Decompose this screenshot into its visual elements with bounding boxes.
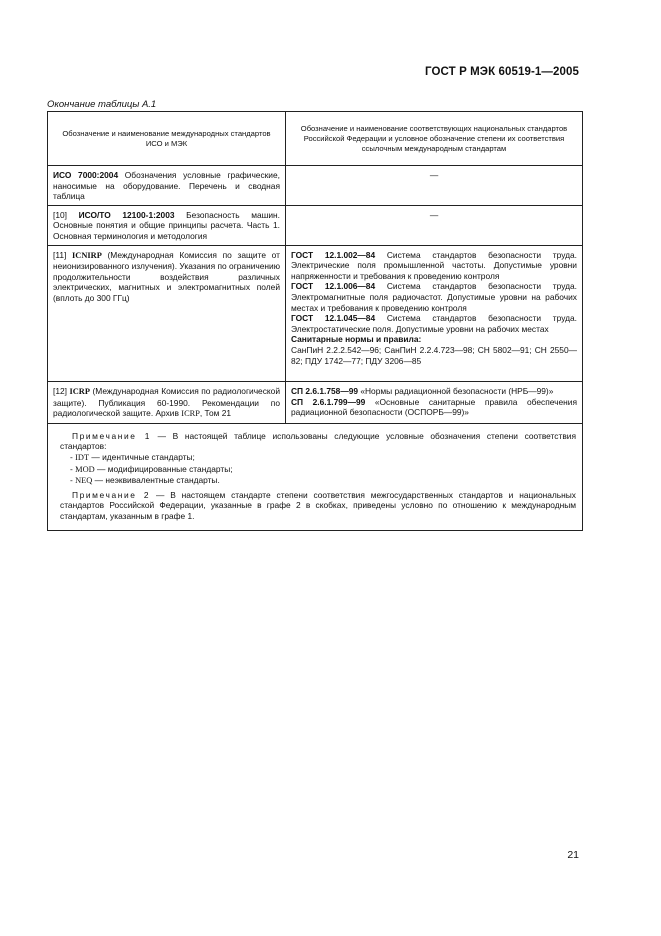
sanitary-norms-heading: Санитарные нормы и правила: <box>291 334 422 345</box>
standard-title: (Международная Комиссия по радиологической защите). Публикация 60-1990. Рекомендации по радиологической защите. Архив <box>53 386 281 419</box>
standard-title: Обозначения условные графические, наносимые на оборудование. Перечень и сводная таблица <box>53 170 280 202</box>
national-standard-cell: — <box>286 166 583 206</box>
international-standard-cell <box>48 205 286 245</box>
standard-code: ICRP <box>69 387 90 397</box>
page-number: 21 <box>567 849 579 861</box>
table-header-row <box>48 112 583 166</box>
reference-number: [10] <box>53 209 79 220</box>
note-label: Примечание 1 <box>72 430 151 441</box>
list-item: - IDT — идентичные стандарты; <box>70 452 195 463</box>
standard-code: ГОСТ 12.1.045—84 <box>291 313 376 324</box>
conformity-code: IDT <box>75 453 90 463</box>
standard-code: ИСО/ТО 12100-1:2003 <box>78 209 175 220</box>
standard-code: СП 2.6.1.799—99 <box>291 396 366 407</box>
standards-table <box>47 111 583 531</box>
standard-code: ГОСТ 12.1.006—84 <box>291 281 376 292</box>
note-2 <box>60 490 576 522</box>
note-text: — В настоящем стандарте степени соответствия межгосударственных стандартов и национальных стандартов Российской Федерации, указанные в графе 2 в скобках, приведены условно по отношению к международным стандартам, указанным в графе 1. <box>60 489 576 522</box>
table-row <box>48 382 583 424</box>
reference-number: [12] <box>53 386 70 397</box>
table-row <box>48 245 583 382</box>
standard-title: , Том 21 <box>199 408 232 419</box>
sanitary-norms-list: СанПиН 2.2.2.542—96; СанПиН 2.2.4.723—98; СН 5802—91; СН 2550—82; ПДУ 1742—77; ПДУ 3206—85 <box>291 344 577 366</box>
document-id: ГОСТ Р МЭК 60519-1—2005 <box>425 66 579 78</box>
national-standard-cell <box>286 245 583 382</box>
notes-cell <box>48 423 583 530</box>
note-label: Примечание 2 <box>72 489 151 500</box>
note-text: — В настоящей таблице использованы следующие условные обозначения степени соответствия стандартов: <box>60 430 576 452</box>
standard-code: ICRP <box>181 409 200 419</box>
table-row <box>48 166 583 206</box>
standard-title: «Нормы радиационной безопасности (НРБ—99)» <box>358 386 554 397</box>
national-standard-entry <box>291 313 577 334</box>
spacer <box>291 366 577 378</box>
standard-code: ИСО 7000:2004 <box>53 170 119 180</box>
standard-code: ICNIRP <box>72 250 102 260</box>
notes-row <box>48 423 583 530</box>
conformity-desc: — идентичные стандарты; <box>89 452 195 463</box>
list-item: - NEQ — неэквивалентные стандарты. <box>70 475 220 486</box>
national-standard-entry <box>291 281 577 313</box>
standard-title: (Международная Комиссия по защите от неионизированного излучения). Указания по ограничению продолжительности воздействия различных электрических, магнитных и электромагнитных полей (вплоть до 300 ГГц) <box>53 249 280 303</box>
national-standard-cell <box>286 382 583 424</box>
national-standard-entry <box>291 397 577 418</box>
table-caption: Окончание таблицы А.1 <box>47 99 157 110</box>
column-header-national: Обозначение и наименование соответствующих национальных стандартов Российской Федерации и условное обозначение степени их соответствия ссылочным международным стандартам <box>286 112 583 166</box>
reference-number: [11] <box>53 249 73 260</box>
conformity-code: MOD <box>75 464 95 474</box>
standard-title: «Основные санитарные правила обеспечения радиационной безопасности (ОСПОРБ—99)» <box>291 396 577 418</box>
international-standard-cell <box>48 382 286 424</box>
standard-title: Безопасность машин. Основные понятия и общие принципы расчета. Часть 1. Основная терминология и методология <box>53 209 280 241</box>
standard-code: ГОСТ 12.1.002—84 <box>291 249 376 260</box>
list-item: - MOD — модифицированные стандарты; <box>70 463 233 474</box>
national-standard-entry <box>291 386 577 397</box>
standard-title: Система стандартов безопасности труда. Электрические поля промышленной частоты. Допустимые уровни напряженности и требования к проведению контроля <box>291 249 577 281</box>
note-1 <box>60 431 576 452</box>
conformity-desc: — модифицированные стандарты; <box>94 463 233 474</box>
conformity-code: NEQ <box>75 476 93 486</box>
national-standard-entry <box>291 250 577 282</box>
standard-title: Система стандартов безопасности труда. Электростатические поля. Допустимые уровни на рабочих местах <box>291 313 577 334</box>
international-standard-cell <box>48 166 286 206</box>
conformity-codes-list <box>60 452 576 487</box>
standard-title: Система стандартов безопасности труда. Электромагнитные поля радиочастот. Допустимые уровни на рабочих местах и требования к проведению контроля <box>291 281 577 313</box>
standard-code: СП 2.6.1.758—99 <box>291 386 359 397</box>
international-standard-cell <box>48 245 286 382</box>
conformity-desc: — неэквивалентные стандарты. <box>92 475 220 486</box>
table-row <box>48 205 583 245</box>
column-header-international: Обозначение и наименование международных стандартов ИСО и МЭК <box>48 112 286 166</box>
national-standard-cell: — <box>286 205 583 245</box>
